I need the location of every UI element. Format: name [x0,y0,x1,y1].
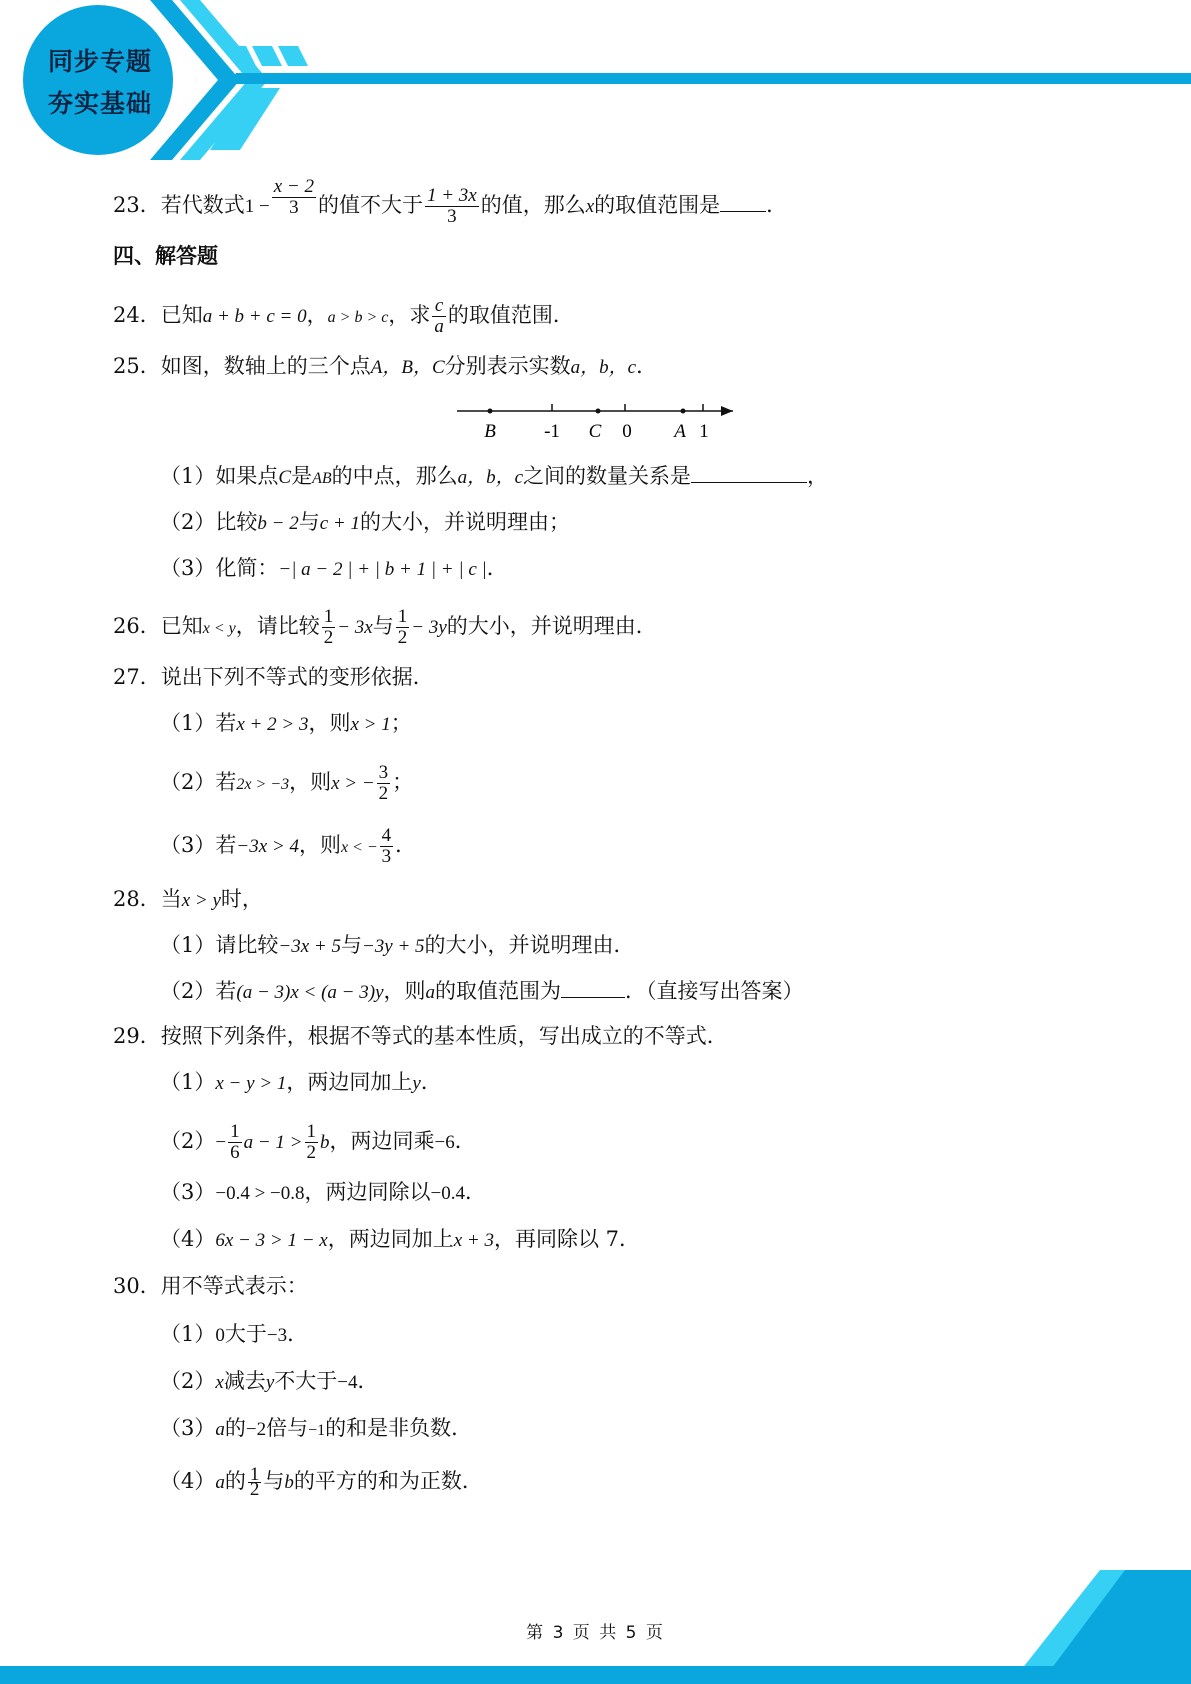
number-line [455,398,745,444]
question-25: 25．如图，数轴上的三个点A，B，C分别表示实数a，b，c． [113,354,658,378]
question-30-part-3: （3）a的−2倍与−1的和是非负数． [160,1416,473,1440]
section-title: 四、解答题 [113,244,218,268]
question-30-part-1: （1）0大于−3． [160,1322,309,1346]
label-C: C [588,421,602,442]
label-one: 1 [699,421,709,442]
label-neg1: -1 [544,421,560,442]
question-25-part-1: （1）如果点C是AB的中点，那么a，b，c之间的数量关系是 ， [160,464,829,488]
question-30-part-2: （2）x减去y不大于−4． [160,1369,379,1393]
question-30-part-4: （4）a的 $\frac{1}{2}$ 与b的平方的和为正数． [160,1464,483,1500]
point-B [488,409,493,414]
question-27: 27．说出下列不等式的变形依据． [113,665,434,689]
question-29-part-4: （4）6x − 3 > 1 − x，两边同加上x + 3，再同除以 7． [160,1227,641,1251]
question-27-part-1: （1）若x + 2 > 3，则x > 1； [160,711,412,735]
label-B: B [484,421,496,442]
logo-line-1: 同步专题 [47,47,152,76]
question-24: 24．已知a + b + c = 0，a > b > c，求 $\frac{c}{a}$ 的取值范围． [113,295,574,337]
label-A: A [674,421,686,442]
point-A [681,409,686,414]
question-29-part-2: （2）− $\frac{1}{6}$ a − 1 > $\frac{1}{2}$ b，两边同乘−6． [160,1121,476,1163]
question-30: 30．用不等式表示： [113,1274,308,1298]
question-28-part-2: （2）若(a − 3)x < (a − 3)y，则a的取值范围为 ．（直接写出答案） [160,979,804,1003]
question-25-part-3: （3）化简：−| a − 2 | + | b + 1 | + | c |． [160,556,508,580]
answer-blank-25-1[interactable] [691,462,807,483]
question-23: 23．若代数式1 − $\frac{x - 2}{3}$ 的值不大于 $\frac{1 + 3x}{3}$ 的值，那么x的取值范围是 ． [113,176,788,227]
arrow-head-icon [721,406,733,416]
question-28: 28．当x > y时， [113,887,263,911]
point-C [596,409,601,414]
question-29: 29．按照下列条件，根据不等式的基本性质，写出成立的不等式． [113,1024,728,1048]
question-26: 26．已知x < y，请比较 $\frac{1}{2}$ − 3x与 $\frac{1}{2}$ − 3y的大小，并说明理由． [113,606,657,648]
question-27-part-2: （2）若2x > −3，则x > − $\frac{3}{2}$ ； [160,762,414,804]
question-29-part-3: （3）−0.4 > −0.8，两边同除以−0.4． [160,1180,486,1204]
answer-blank-23[interactable] [720,191,766,212]
label-zero: 0 [622,421,632,442]
page-number: 第 3 页 共 5 页 [526,1623,665,1643]
question-28-part-1: （1）请比较−3x + 5与−3y + 5的大小，并说明理由． [160,933,635,957]
logo-line-2: 夯实基础 [47,89,152,118]
question-29-part-1: （1）x − y > 1，两边同加上y． [160,1070,442,1094]
answer-blank-28-2[interactable] [561,977,625,998]
question-27-part-3: （3）若−3x > 4，则x < − $\frac{4}{3}$ ． [160,825,417,867]
question-25-part-2: （2）比较b − 2与c + 1的大小，并说明理由； [160,510,570,534]
